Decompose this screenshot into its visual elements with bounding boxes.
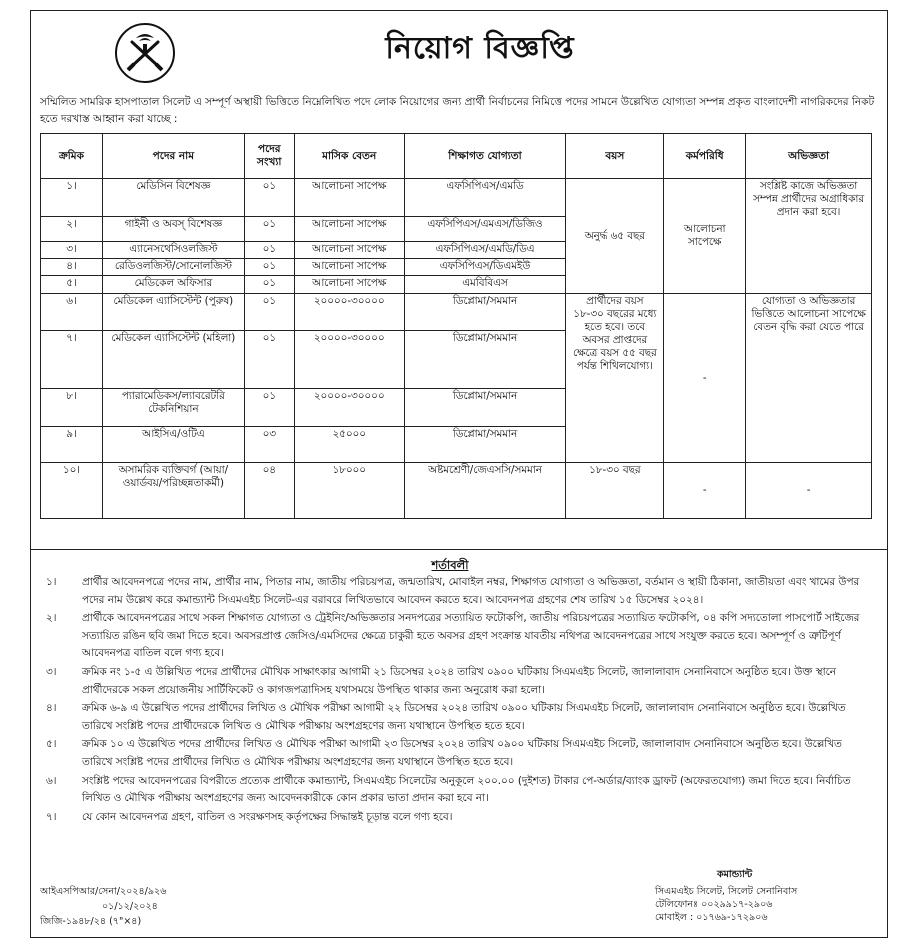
- cell-post: এ্যানেসথেসিওলজিস্ট: [102, 242, 244, 259]
- cell-exp-group2: যোগ্যতা ও অভিজ্ঞতার ভিত্তিতে আলোচনা সাপেক্ষে বেতন বৃদ্ধি করা যেতে পারে: [746, 294, 872, 463]
- cell-post: গাইনী ও অবস্ বিশেষজ্ঞ: [102, 217, 244, 242]
- table-row: [41, 179, 872, 217]
- cell-salary: আলোচনা সাপেক্ষ: [294, 259, 404, 276]
- cell-exp-dash: -: [746, 463, 872, 519]
- cell-count: ০১: [244, 259, 294, 276]
- cell-scope-group1: আলোচনা সাপেক্ষে: [664, 179, 746, 294]
- cell-sl: ২।: [41, 217, 103, 242]
- cell-post: মেডিকেল অফিসার: [102, 276, 244, 294]
- cell-salary: ১৮০০০: [294, 463, 404, 519]
- mobile: মোবাইল : ০১৭৬৯-১৭২৯০৬: [655, 912, 768, 923]
- cell-count: ০১: [244, 217, 294, 242]
- cell-sl: ১।: [41, 179, 103, 217]
- reference-date: ০১/১২/২০২৪: [102, 901, 158, 912]
- cell-post: আইসিএ/ওটিএ: [102, 427, 244, 463]
- cell-scope-dash: -: [664, 463, 746, 519]
- cell-count: ০১: [244, 242, 294, 259]
- term-number: ২।: [46, 612, 57, 625]
- term-text: ক্রমিক ৬-৯ এ উল্লেখিত পদের প্রার্থীদের লিখিত ও মৌখিক পরীক্ষা আগামী ২২ ডিসেম্বর ২০২৪ তারিখ ০৯০০ ঘটিকায় সিএমএইচ সিলেট, জালালাবাদ সেনানিবাসে অনুষ্ঠিত হবে। উল্লেখিত তারিখে সংশ্লিষ্ট পদের প্রার্থীদেরকে লিখিত ও মৌখিক পরীক্ষায় অংশগ্রহণের জন্য যথাস্থানে উপস্থিত হতে হবে।: [82, 702, 846, 732]
- print-code: জিজি-১৯৪৮/২৪ (৭"×৪): [40, 916, 142, 927]
- col-header: পদের সংখ্যা: [244, 134, 294, 179]
- cell-edu: ডিপ্লোমা/সমমান: [404, 331, 566, 389]
- table-row: [41, 294, 872, 331]
- col-header: শিক্ষাগত যোগ্যতা: [404, 134, 566, 179]
- term-text: প্রার্থীর আবেদনপত্রে পদের নাম, প্রার্থীর নাম, পিতার নাম, জাতীয় পরিচয়পত্র, জন্মতারিখ, মোবাইল নম্বর, শিক্ষাগত যোগ্যতা ও অভিজ্ঞতা, বর্তমান ও স্থায়ী ঠিকানা, জাতীয়তা এবং খামের উপর পদের নাম উল্লেখ করে কমান্ড্যান্ট সিএমএইচ সিলেট-এর বরাবরে লিখিতভাবে আবেদন করতে হবে। আবেদনপত্র গ্রহণের শেষ তারিখ ১৫ ডিসেম্বর ২০২৪।: [82, 576, 860, 606]
- term-number: ৩।: [46, 665, 57, 678]
- list-item: [40, 736, 875, 771]
- cell-count: ০১: [244, 389, 294, 427]
- cell-sl: ৫।: [41, 276, 103, 294]
- cell-salary: ২৫০০০: [294, 427, 404, 463]
- reference-number: আইএসপিআর/সেনা/২০২৪/৯২৬: [40, 886, 167, 897]
- col-header: পদের নাম: [102, 134, 244, 179]
- cell-sl: ৩।: [41, 242, 103, 259]
- cell-count: ০১: [244, 179, 294, 217]
- cell-count: ০৪: [244, 463, 294, 519]
- col-header: ক্রমিক: [41, 134, 103, 179]
- signatory-title: কমান্ড্যান্ট: [717, 869, 753, 880]
- cell-count: ০৩: [244, 427, 294, 463]
- table-header-row: [41, 134, 872, 179]
- col-header: অভিজ্ঞতা: [746, 134, 872, 179]
- list-item: [40, 664, 875, 699]
- cell-age-group1: অনুর্দ্ধ ৬৫ বছর: [566, 179, 664, 294]
- term-number: ৫।: [46, 738, 57, 751]
- term-text: যে কোন আবেদনপত্র গ্রহণ, বাতিল ও সংরক্ষণসহ কর্তৃপক্ষের সিদ্ধান্তই চূড়ান্ত বলে গণ্য হবে।: [82, 810, 453, 823]
- list-item: [40, 773, 875, 808]
- cell-post: রেডিওলজিস্ট/সোনোলজিস্ট: [102, 259, 244, 276]
- intro-paragraph: সম্মিলিত সামরিক হাসপাতাল সিলেট এ সম্পূর্ণ অস্থায়ী ভিত্তিতে নিম্নেলিখিত পদে লোক নিয়োগের জন্য প্রার্থী নির্বাচনের নিমিত্তে পদের সামনে উল্লেখিত যোগ্যতা সম্পন্ন প্রকৃত বাংলাদেশী নাগরিকদের নিকট হতে দরখাস্ত আহ্বান করা যাচ্ছে :: [40, 96, 875, 125]
- cell-edu: ডিপ্লোমা/সমমান: [404, 294, 566, 331]
- cell-sl: ৪।: [41, 259, 103, 276]
- cell-sl: ৯।: [41, 427, 103, 463]
- col-header: কর্মপরিধি: [664, 134, 746, 179]
- term-number: ৬।: [46, 774, 57, 787]
- cell-sl: ১০।: [41, 463, 103, 519]
- office-address: সিএমএইচ সিলেট, সিলেট সেনানিবাস: [655, 886, 798, 897]
- terms-heading: শর্তাবলী: [431, 558, 469, 572]
- cell-salary: ২০০০০-৩০০০০: [294, 294, 404, 331]
- term-text: সংশ্লিষ্ট পদের আবেদনপত্রের বিপরীতে প্রত্যেক প্রার্থীকে কমান্ড্যান্ট, সিএমএইচ সিলেটের অনুকূলে ২০০.০০ (দুইশত) টাকার পে-অর্ডার/ব্যাংক ড্রাফট (অফেরতযোগ্য) জমা দিতে হবে। নির্বাচিত লিখিত ও মৌখিক পরীক্ষায় অংশগ্রহণের জন্য আবেদনকারীকে কোন প্রকার ভাতা প্রদান করা হবে না।: [82, 774, 851, 805]
- cell-edu: ডিপ্লোমা/সমমান: [404, 389, 566, 427]
- cell-post: মেডিসিন বিশেষজ্ঞ: [102, 179, 244, 217]
- cell-edu: এফসিপিএস/ডিএমইউ: [404, 259, 566, 276]
- reference-block: [40, 884, 166, 929]
- list-item: [40, 809, 875, 827]
- posts-table: [40, 133, 872, 519]
- cell-salary: আলোচনা সাপেক্ষ: [294, 276, 404, 294]
- cell-edu: এফসিপিএস/এমএস/ডিজিও: [404, 217, 566, 242]
- cell-salary: আলোচনা সাপেক্ষ: [294, 179, 404, 217]
- cell-post: অসামরিক ব্যক্তিবর্গ (আয়া/ওয়ার্ডবয়/পরিচ্ছন্নতাকর্মী): [102, 463, 244, 519]
- cell-sl: ৮।: [41, 389, 103, 427]
- telephone: টেলিফোনঃ ০০২৯৯১৭-২৯০৬: [655, 899, 773, 910]
- term-text: প্রার্থীকে আবেদনপত্রের সাথে সকল শিক্ষাগত যোগ্যতা ও ট্রেইনিং/অভিজ্ঞতার সনদপত্রের সত্যায়িত ফটোকপি, জাতীয় পরিচয়পত্রের সত্যায়িত ফটোকপি, ০৪ কপি সদ্যতোলা পাসপোর্ট সাইজের সত্যায়িত রঙিন ছবি জমা দিতে হবে। অবসরপ্রাপ্ত জেসিও/এমসিদের ক্ষেত্রে চাকুরী হতে অবসর গ্রহণ সংক্রান্ত যাবতীয় নথিপত্র আবেদনপত্রের সাথে সংযুক্ত করতে হবে। অসম্পূর্ণ ও ত্রুটিপূর্ণ আবেদনপত্র বাতিল বলে গণ্য হবে।: [82, 612, 860, 660]
- cell-count: ০১: [244, 276, 294, 294]
- cell-sl: ৭।: [41, 331, 103, 389]
- term-text: ক্রমিক নং ১-৫ এ উল্লিখিত পদের প্রার্থীদের মৌখিক সাক্ষাৎকার আগামী ২১ ডিসেম্বর ২০২৪ তারিখ ০৯০০ ঘটিকায় সিএমএইচ সিলেট, জালালাবাদ সেনানিবাসে অনুষ্ঠিত হবে। উক্ত স্থানে প্রার্থীদেরকে সকল প্রয়োজনীয় সার্টিফিকেট ও কাগজপত্রাদিসহ যথাসময়ে উপস্থিত থাকার জন্য অনুরোধ করা হলো।: [82, 665, 836, 696]
- cell-scope-dash: -: [664, 294, 746, 463]
- term-number: ১।: [46, 576, 57, 588]
- col-header: বয়স: [566, 134, 664, 179]
- cell-sl: ৬।: [41, 294, 103, 331]
- term-number: ৭।: [46, 810, 57, 823]
- cell-salary: আলোচনা সাপেক্ষ: [294, 242, 404, 259]
- table-row: [41, 463, 872, 519]
- cell-post: প্যারামেডিকস/ল্যাবরেটরি টেকনিশিয়ান: [102, 389, 244, 427]
- cell-age-group3: ১৮-৩০ বছর: [566, 463, 664, 519]
- list-item: [40, 700, 875, 735]
- list-item: [40, 610, 875, 663]
- term-text: ক্রমিক ১০ এ উল্লেখিত পদের প্রার্থীদের লিখিত ও মৌখিক পরীক্ষা আগামী ২৩ ডিসেম্বর ২০২৪ তারিখ ০৯০০ ঘটিকায় সিএমএইচ সিলেট, জালালাবাদ সেনানিবাসে অনুষ্ঠিত হবে। উল্লেখিত তারিখে সংশ্লিষ্ট পদের প্রার্থীদের লিখিত ও মৌখিক পরীক্ষায় অংশগ্রহণের জন্য যথাস্থানে উপস্থিত হতে হবে।: [82, 738, 842, 768]
- cell-edu: এফসিপিএস/এমডি/ডিএ: [404, 242, 566, 259]
- cell-post: মেডিকেল এ্যাসিস্টেন্ট (মহিলা): [102, 331, 244, 389]
- cell-salary: আলোচনা সাপেক্ষ: [294, 217, 404, 242]
- cell-salary: ২০০০০-৩০০০০: [294, 331, 404, 389]
- col-header: মাসিক বেতন: [294, 134, 404, 179]
- cell-count: ০১: [244, 294, 294, 331]
- cell-count: ০১: [244, 331, 294, 389]
- signature-block: [655, 868, 797, 924]
- cell-exp-group1: সংশ্লিষ্ট কাজে অভিজ্ঞতা সম্পন্ন প্রার্থীদের অগ্রাধিকার প্রদান করা হবে।: [746, 179, 872, 294]
- page-title: নিয়োগ বিজ্ঞপ্তি: [385, 31, 575, 66]
- list-item: [40, 574, 875, 609]
- term-number: ৪।: [46, 702, 57, 715]
- cell-post: মেডিকেল এ্যাসিস্টেন্ট (পুরুষ): [102, 294, 244, 331]
- cell-edu: ডিপ্লোমা/সমমান: [404, 427, 566, 463]
- cell-edu: এমবিবিএস: [404, 276, 566, 294]
- cell-salary: ২০০০০-৩০০০০: [294, 389, 404, 427]
- terms-list: [40, 574, 875, 827]
- cell-age-group2: প্রার্থীদের বয়স ১৮-৩০ বছরের মধ্যে হতে হবে। তবে অবসর প্রাপ্তদের ক্ষেত্রে বয়স ৫৫ বছর পর্যন্ত শিথিলযোগ্য।: [566, 294, 664, 463]
- cell-edu: অষ্টমশ্রেণী/জেএসসি/সমমান: [404, 463, 566, 519]
- cell-edu: এফসিপিএস/এমডি: [404, 179, 566, 217]
